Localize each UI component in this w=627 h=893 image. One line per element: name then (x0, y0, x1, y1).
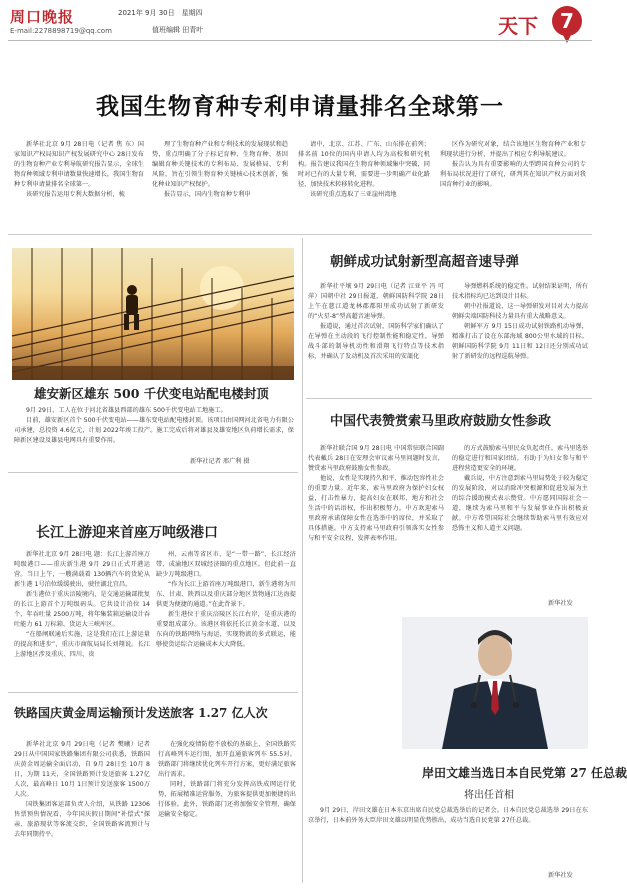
xiongan-para2: 目前，雄安新区首个 500千伏变电站——雄东变电站配电楼封顶。该项目由国网河北省电力有限公司承建，总投资 4.6亿元，计划 2022年竣工投产。施工完成后将对雄县及雄安地区负荷增长需求，保障新区建设及雄县电网具有重要作用。 (14, 417, 294, 444)
somalia-col2-para: 的方式鼓励索马里民众负起责任。索马里选举的稳定进行和国家团结，有助于为妇女参与和平进程营造更安全的环境。 (452, 445, 588, 472)
lead-column-2 (152, 140, 288, 226)
kishida-headline: 岸田文雄当选日本自民党第 27 任总裁 (422, 766, 627, 780)
speaker-at-podium-illustration (402, 617, 588, 749)
lead-column-3 (298, 140, 430, 226)
somalia-column-2 (452, 444, 588, 590)
left-divider-2 (8, 692, 298, 693)
contact-email: E-mail:2278898719@qq.com (10, 27, 112, 35)
somalia-byline: 新华社发 (548, 600, 573, 607)
port-col1-para: 新华社北京 9月 28日电 题：长江上游首座万吨级港口——重庆新生港 9月 29日正式开港运营。当日上午，一艘满载着 130辆汽车的货轮从新生港 1号泊位缓缓驶出，驶往湖北宜昌。 (14, 551, 150, 588)
railway-col1-para: 新华社北京 9月 29日电（记者 樊曦）记者 29日从中国国家铁路集团有限公司获悉，铁路国庆黄金周运输全面启动，自 9月 28日至 10月 8日，为期 11天，全国铁路预计发送旅客 1.27亿人次，最高峰日 10月 1日预计发送旅客 1500万人次。 (14, 741, 150, 798)
xiongan-para: 9月 29日，工人在位于河北省雄县西部的雄东 500千伏变电站工地施工。 (26, 407, 227, 414)
xiongan-title-box (12, 382, 294, 400)
korea-column-2 (452, 282, 588, 390)
lead-column-1 (14, 140, 144, 226)
substation-photo (12, 248, 294, 380)
section-title: 天下 (498, 14, 538, 38)
somalia-col1-para2: 他说，女性是实现持久和平、推动包容性社会的重要力量。近年来，索马里政府为保护妇女权益，打击性暴力，提高妇女在联邦、地方和社会生活中的话语权，作出积极努力。中方欢迎索马里政府承诺保障女性在选举中的席位，并采取了具体措施。中方支持索马里政府引领落实女性参与和平安全议程，发挥表率作用。 (308, 475, 444, 542)
lead-col3-para2: 该研究重点选取了三亚崖州湾地 (310, 191, 397, 198)
railway-col1-para2: 国铁集团客运部负责人介绍，从铁路 12306售票预售情况看，今年国庆假日期间“补偿式”探亲、旅游现状等客流交织，全国铁路客流预计与去年同期持平。 (14, 801, 150, 838)
lead-col2-para: 理了生物育种产业和专利技术的发展现状和趋势，重点明确了分子标记育种、生物育种、基因编辑育种关键技术的专利布局、发展格局、专利风险，旨在引领生物育种关键核心技术创新，强化种业知识产权保护。 (152, 141, 288, 188)
xiongan-title: 雄安新区雄东 500 千伏变电站配电楼封顶 (34, 386, 269, 401)
korea-headline: 朝鲜成功试射新型高超音速导弹 (330, 254, 519, 270)
somalia-column-1 (308, 444, 444, 612)
railway-headline: 铁路国庆黄金周运输预计发送旅客 1.27 亿人次 (14, 706, 268, 720)
page-editors: 值班编辑 田青叶 (152, 26, 204, 34)
railway-col2-para2: 同时，铁路部门将充分发挥高铁成网运行优势，拓展精准运营服务，为旅客提供更加便捷的出行体验。此外，铁路部门还将加强安全管理，确保运输安全稳定。 (158, 781, 296, 818)
kishida-photo (402, 617, 588, 749)
right-divider-1 (306, 398, 592, 399)
korea-column-1 (308, 282, 444, 390)
somalia-headline: 中国代表赞赏索马里政府鼓励女性参政 (330, 414, 552, 429)
railway-column-2 (158, 740, 296, 880)
lead-divider (8, 234, 592, 235)
korea-col2-para: 导弹燃料系统的稳定性。试射结果证明，所有技术指标均已达到设计目标。 (452, 283, 588, 300)
kishida-subtitle: 将出任首相 (464, 790, 514, 801)
page-number-badge: 7 (552, 6, 582, 36)
column-divider (302, 238, 303, 883)
port-column-1 (14, 550, 150, 678)
lead-col2-para2: 报告显示，国内生物育种专利申 (164, 191, 251, 198)
lead-col1-para: 新华社北京 9月 28日电（记者 焦 东）国家知识产权局知识产权发展研究中心 28日发布的生物育种产业专利导航研究报告显示，全球生物育种领域专利申请数量快速增长，我国生物育种专利申请量排名全球第一。 (14, 141, 144, 188)
lead-headline: 我国生物育种专利申请量排名全球第一 (96, 93, 504, 120)
lead-col1-para2: 该研究报告运用专利大数据分析，梳 (26, 191, 125, 198)
korea-col1-para2: 报道说，通过首次试射，国防科学家们确认了在导弹在主动段的飞行控制性能和稳定性，导弹战斗部的制导机动性和滑翔飞行特点等技术指标，并确认了发动机及首次采用的安瓿化 (308, 323, 444, 360)
issue-date: 2021年 9月 30日 星期四 (118, 9, 203, 17)
port-headline: 长江上游迎来首座万吨级港口 (36, 525, 218, 541)
xiongan-body (14, 406, 294, 464)
railway-col2-para: 在强化疫情防控不放松的基础上，全国铁路实行高峰列车运行图，加开直通旅客列车 55.5对。铁路部门将继续优化列车开行方案，更好满足旅客出行需求。 (158, 741, 296, 778)
lead-column-4 (440, 140, 586, 226)
somalia-col1-para: 新华社联合国 9月 28日电 中国常驻联合国副代表戴兵 28日在安理会审议索马里问题时发言，赞赏索马里政府鼓励女性参政。 (308, 445, 444, 472)
kishida-body (308, 806, 588, 868)
somalia-col2-para2: 戴兵说，中方注意到索马里局势处于较为稳定的发展阶段，对以消除冲突根源和促进发展为主的综合援助模式表示赞赏。中方愿同国际社会一道，继续为索马里和平与发展事业作出积极贡献。中方希望国际社会继续帮助索马里有效应对恐怖主义和人道主义问题。 (452, 475, 588, 532)
korea-col2-para2: 朝中社报道说，这一导弹研发对目对大力提高朝鲜尖端国防科技力量具有重大战略意义。 (452, 303, 588, 320)
kishida-byline: 新华社发 (548, 872, 573, 879)
lead-col4-para2: 报告认为具有重要影响的大型跨国育种公司的专利布局状况进行了研究，研判其在知识产权方面对我国育种行业的影响。 (440, 161, 586, 188)
kishida-para: 9月 29日，岸田文雄在日本东京出席自民党总裁选举后的记者会。日本自民党总裁选举 29日在东京举行，日本前外务大臣岸田文雄以明显优势胜出，成功当选自民党第 27任总裁。 (308, 807, 588, 824)
port-col1-para3: “在船闸联通后实施，这是我们在江上游运量的提高和进步”，重庆市商航局局长刘翔说。长江上游地区涉及重庆、四川、贵 (14, 631, 150, 658)
port-col2-para2: “作为长江上游首座万吨级港口，新生港将为川东、甘肃、陕西以及重庆部分地区货物通江达海提供更为便捷的通道。”在此背景下。 (156, 581, 296, 608)
port-col2-para: 州、云南等省区市，是“一带一路”、长江经济带、成渝地区双城经济圈的重点地区。但此前一直缺少万吨级港口。 (156, 551, 296, 578)
lead-col3-para: 请中，北京、江苏、广东、山东排在前列；排名前 10位的国内申请人均为高校和研究机构。报告建议我国在生物育种领域集中突破，同时对已有的大量专利，需要进一步明确产业化路径，加快技术转移转化进程。 (298, 141, 430, 188)
newspaper-masthead: 周口晚报 (10, 8, 75, 26)
xiongan-byline: 新华社记者 邢广利 摄 (190, 458, 250, 465)
header-divider (8, 40, 592, 41)
port-column-2 (156, 550, 296, 678)
port-col1-para2: 新生港位于重庆涪陵境内，是交通运输部批复的长江上游首个万吨级码头。它共设计泊位 14个，年吞吐量 2500万吨，将年集装箱运输设计吞吐能力 61 万标箱、货运大三峡库区。 (14, 591, 150, 628)
lead-col4-para: 区作为研究对象，结合该地区生物育种产业和专利现状进行分析，并提出了相应专利导航建议。 (440, 141, 586, 158)
substation-construction-illustration (12, 248, 294, 380)
korea-col2-para3: 朝鲜军方 9月 15日成功试射铁路机动导弹，精准打击了设在东部海域 800公里水域的目标。朝鲜国防科学院 9月 11日和 12日还分别成功试射了新研发的远程巡航导弹。 (452, 323, 588, 360)
railway-column-1 (14, 740, 150, 880)
left-divider-1 (8, 472, 298, 473)
port-col2-para3: 新生港位于重庆涪陵区长江右岸，是重庆港的重要组成部分。该港区将依托长江黄金水道，以及东向的铁路网络与海运，实现物流的多式联运，能够使货运综合运输成本大大降低。 (156, 611, 296, 648)
korea-col1-para: 新华社平壤 9月 29日电（记者 江亚平 冯 可萍）国朝中社 29日报道，朝鲜国防科学院 28日上午在慈江道龙林郡都阳里成功试射了新研发的“火星-8”型高超音速导弹。 (308, 283, 444, 320)
